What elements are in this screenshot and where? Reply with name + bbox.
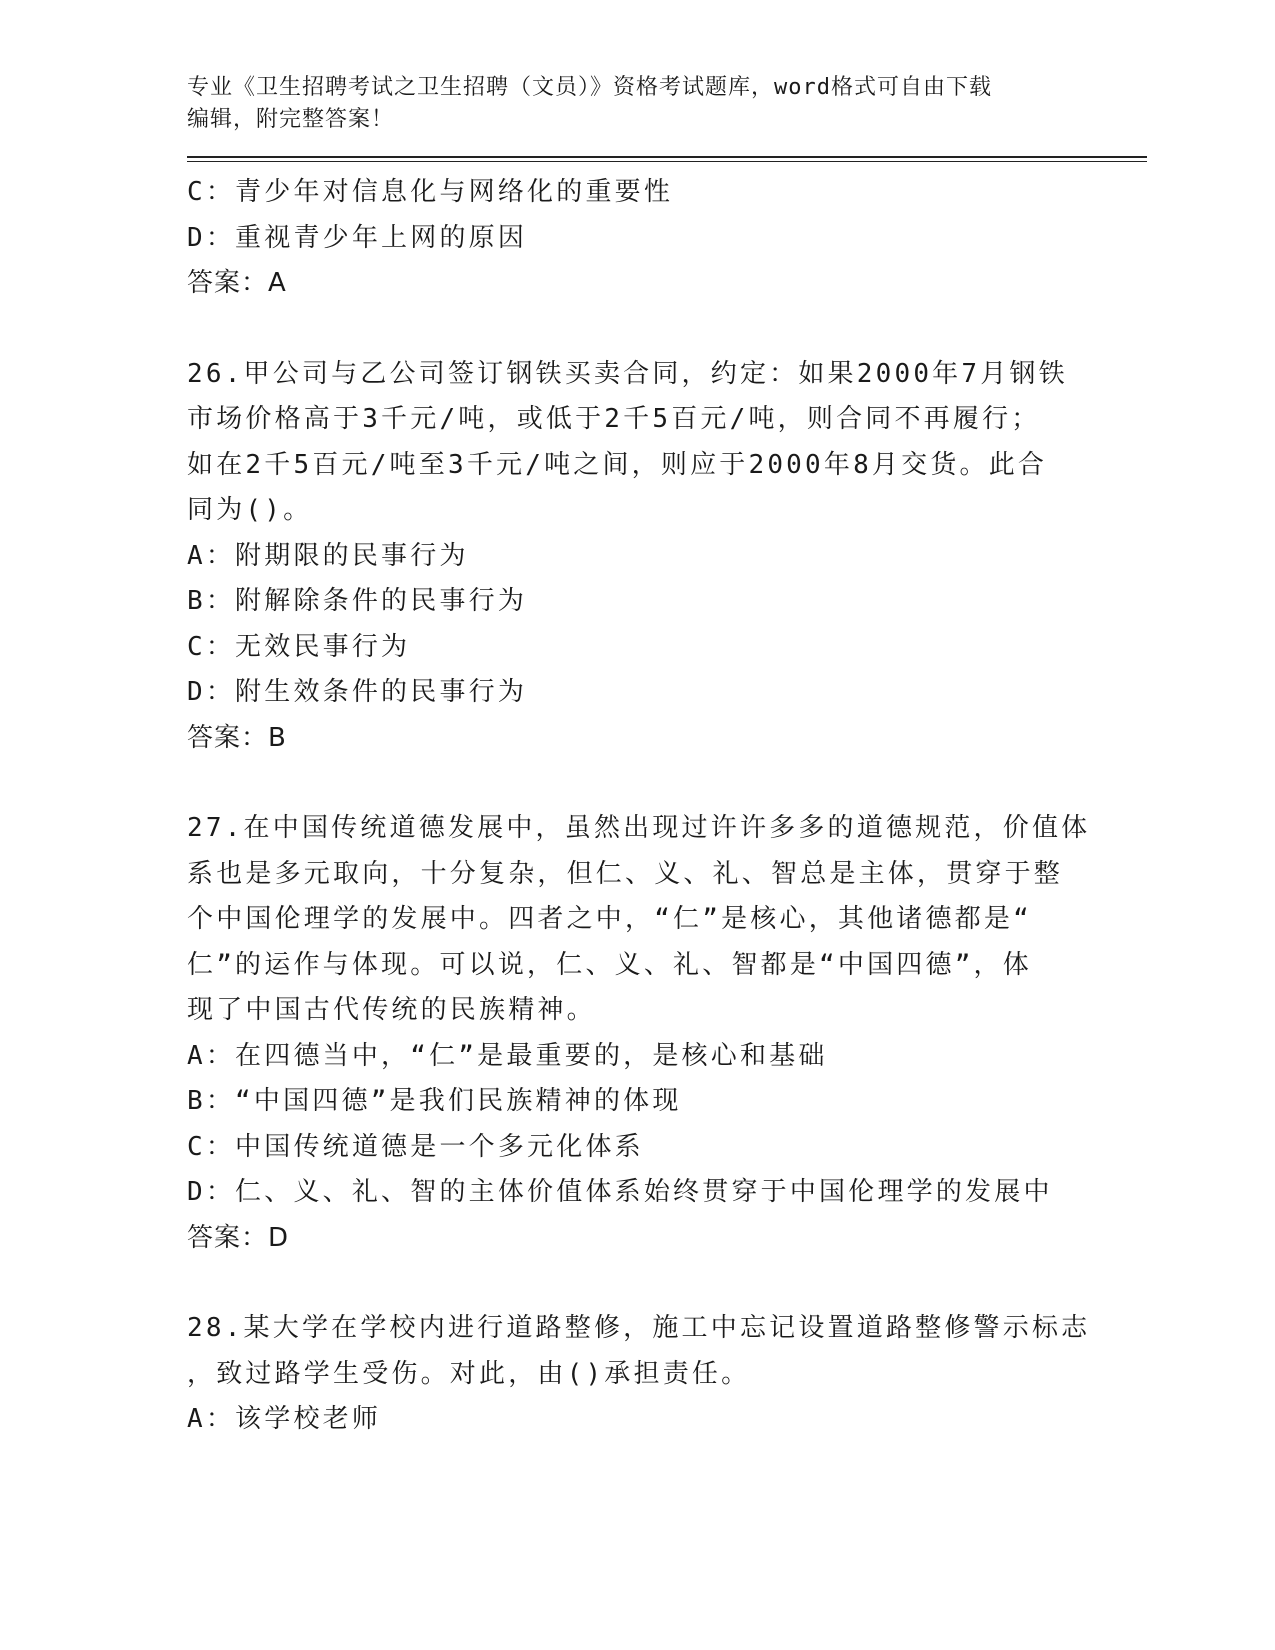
option-a: A：该学校老师 — [187, 1404, 382, 1434]
option-d: D：重视青少年上网的原因 — [187, 222, 528, 253]
option-a: A：在四德当中，“仁”是最重要的，是核心和基础 — [187, 1040, 828, 1071]
answer-line: 答案：B — [187, 722, 287, 753]
question-27 — [187, 806, 1147, 1261]
spacer — [187, 761, 1147, 806]
option-b: B：“中国四德”是我们民族精神的体现 — [187, 1086, 682, 1116]
spacer — [187, 1261, 1147, 1306]
header-line-1: 专业《卫生招聘考试之卫生招聘（文员）》资格考试题库，word格式可自由下载 — [187, 75, 992, 100]
document-header — [187, 72, 1147, 136]
question-stem-line: 如在2千5百元/吨至3千元/吨之间，则应于2000年8月交货。此合 — [187, 449, 1048, 480]
question-stem-line: 个中国伦理学的发展中。四者之中，“仁”是核心，其他诸德都是“ — [187, 904, 1032, 934]
answer-line: 答案：D — [187, 1222, 290, 1253]
header-line-2: 编辑，附完整答案！ — [187, 107, 395, 132]
option-c: C：中国传统道德是一个多元化体系 — [187, 1131, 644, 1162]
question-stem-line: 现了中国古代传统的民族精神。 — [187, 995, 596, 1025]
question-stem-line: 26.甲公司与乙公司签订钢铁买卖合同，约定：如果2000年7月钢铁 — [187, 358, 1068, 389]
question-stem-line: 27.在中国传统道德发展中，虽然出现过许许多多的道德规范，价值体 — [187, 813, 1091, 843]
option-d: D：附生效条件的民事行为 — [187, 677, 528, 707]
question-stem-line: 同为()。 — [187, 495, 313, 525]
document-page — [187, 72, 1147, 1443]
spacer — [187, 307, 1147, 352]
question-28 — [187, 1306, 1147, 1443]
option-c: C：无效民事行为 — [187, 631, 411, 662]
header-divider — [187, 156, 1147, 162]
question-25-tail — [187, 170, 1147, 307]
option-a: A：附期限的民事行为 — [187, 540, 469, 571]
option-c: C：青少年对信息化与网络化的重要性 — [187, 177, 674, 207]
question-stem-line: 市场价格高于3千元/吨，或低于2千5百元/吨，则合同不再履行； — [187, 404, 1041, 434]
question-26 — [187, 352, 1147, 762]
answer-line: 答案：A — [187, 268, 287, 298]
question-stem-line: 28.某大学在学校内进行道路整修，施工中忘记设置道路整修警示标志 — [187, 1313, 1091, 1343]
question-stem-line: 系也是多元取向，十分复杂，但仁、义、礼、智总是主体，贯穿于整 — [187, 858, 1064, 889]
question-stem-line: 仁”的运作与体现。可以说，仁、义、礼、智都是“中国四德”，体 — [187, 949, 1032, 980]
option-d: D：仁、义、礼、智的主体价值体系始终贯穿于中国伦理学的发展中 — [187, 1177, 1053, 1207]
option-b: B：附解除条件的民事行为 — [187, 586, 528, 616]
question-stem-line: ，致过路学生受伤。对此，由()承担责任。 — [187, 1358, 751, 1389]
